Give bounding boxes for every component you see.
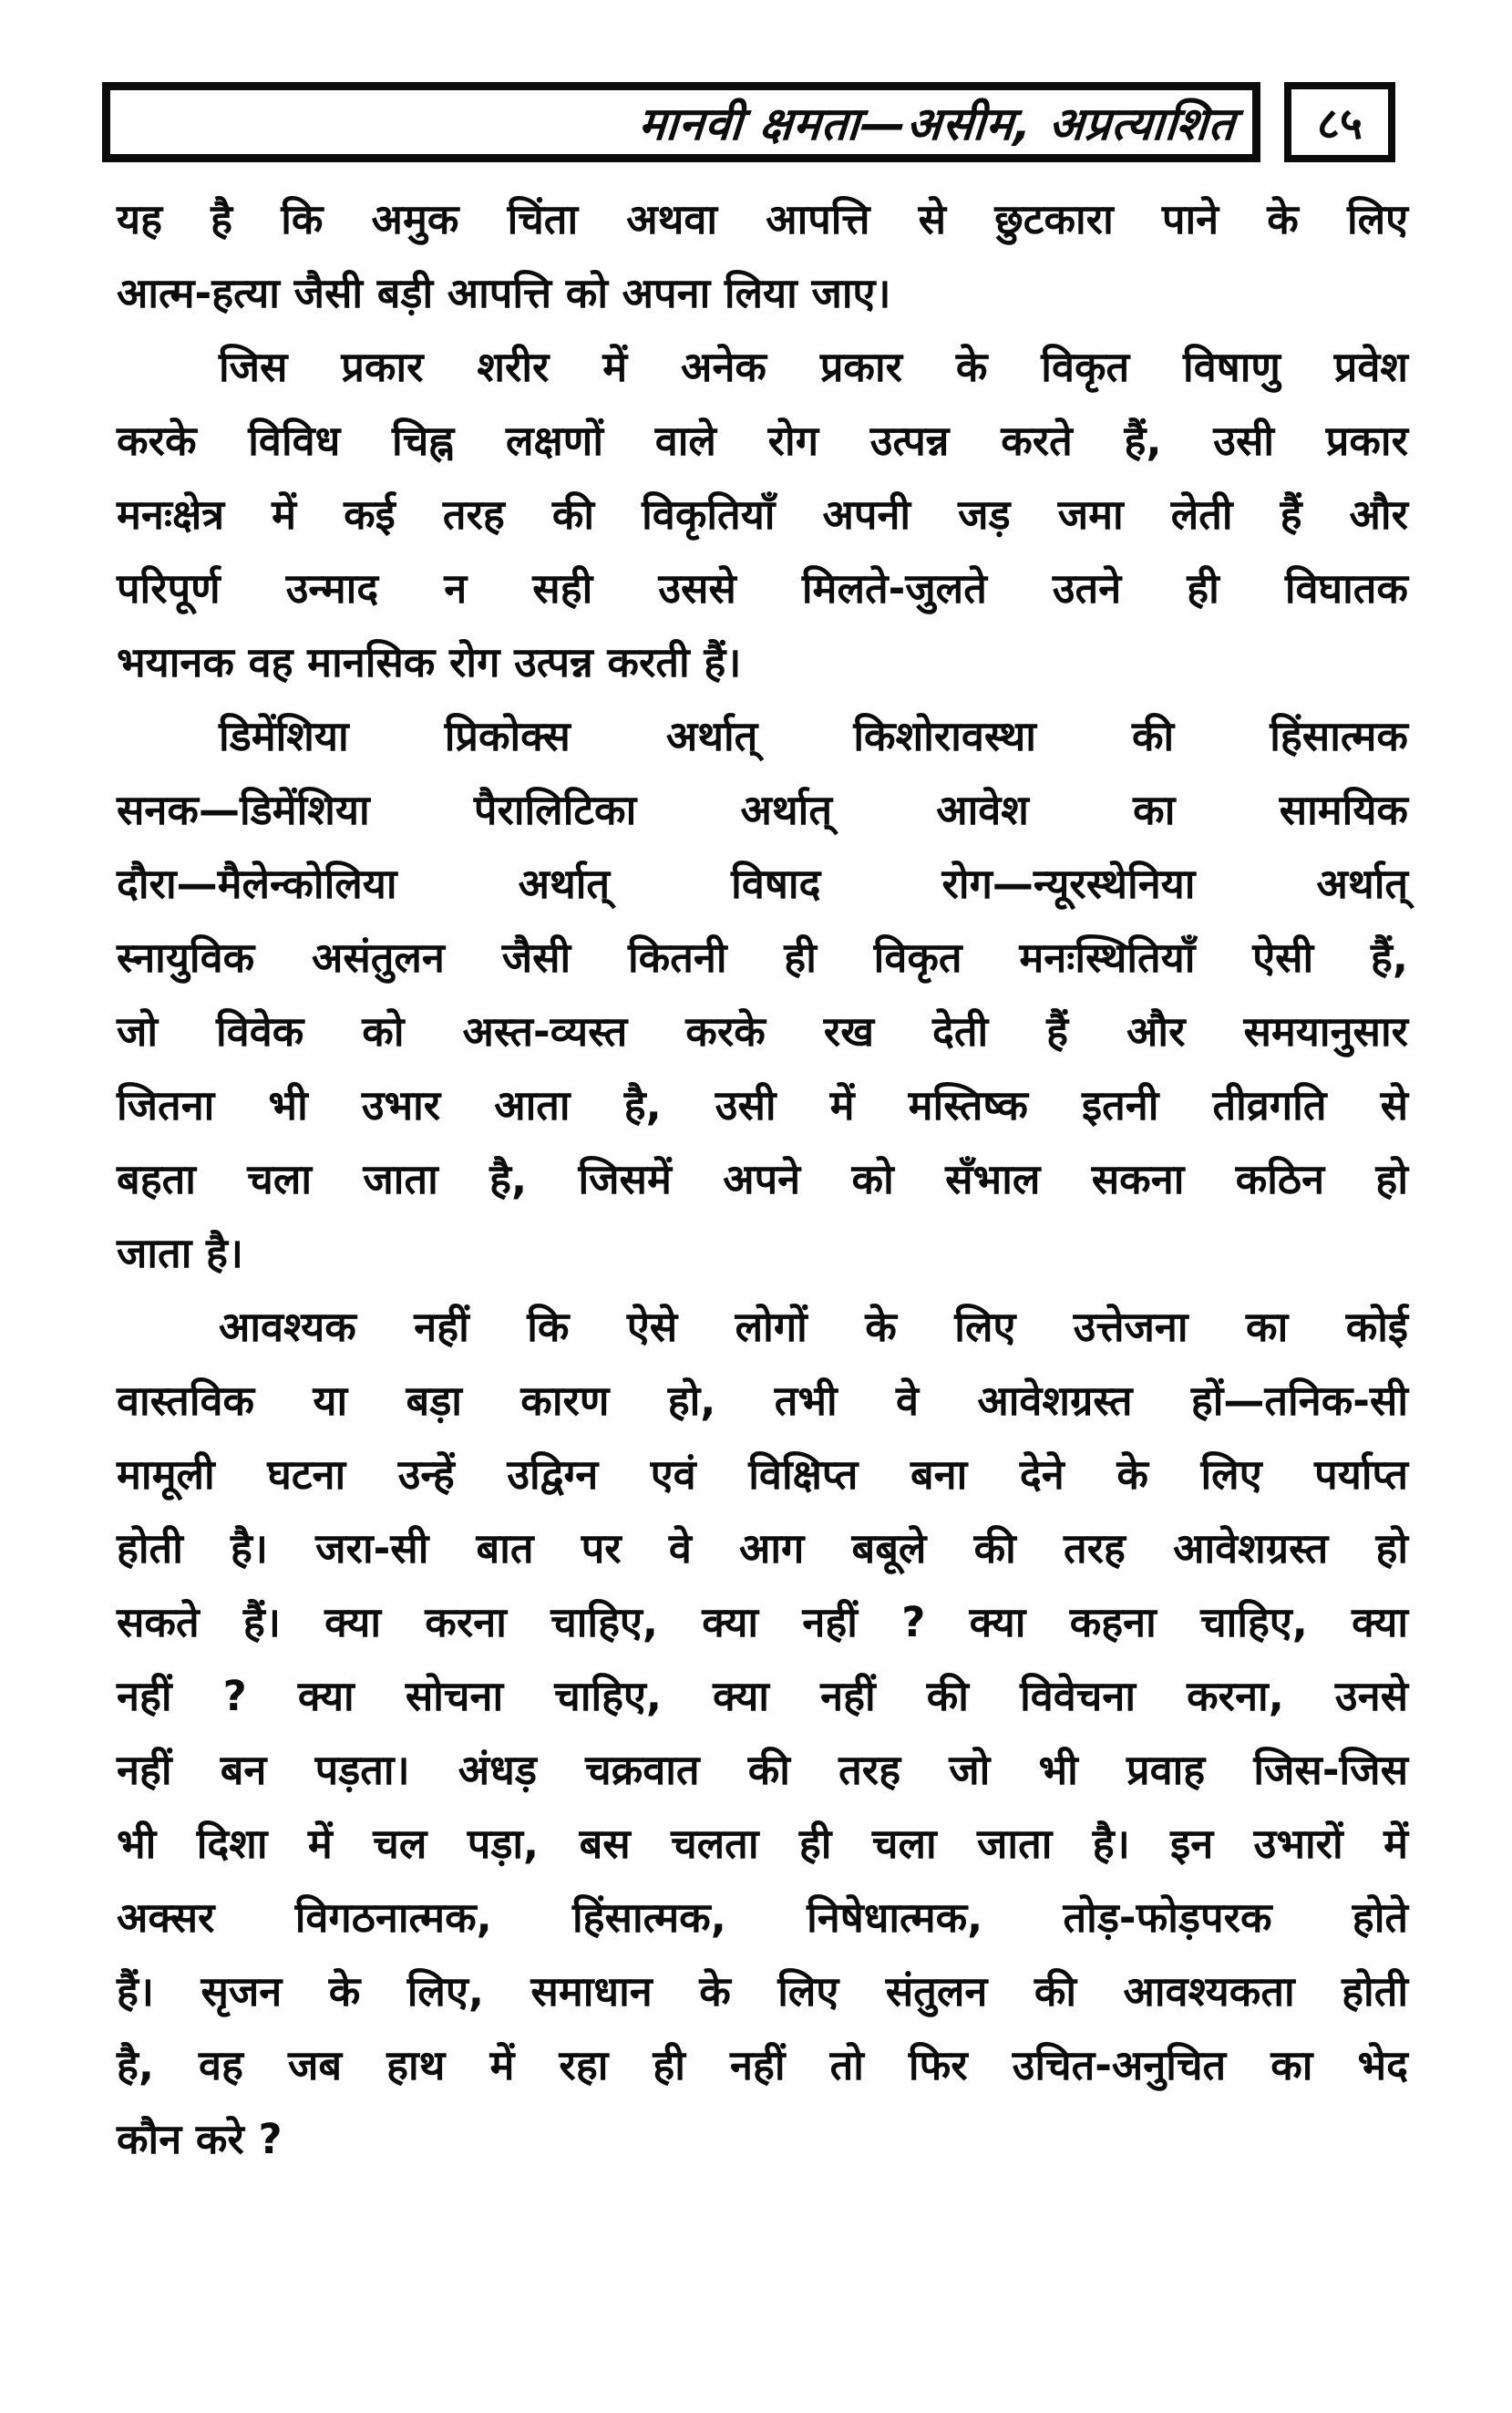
text-line: भी दिशा में चल पड़ा, बस चलता ही चला जाता है। इन उभारों में (117, 1820, 1408, 1868)
text-line: सकते हैं। क्या करना चाहिए, क्या नहीं ? क्या कहना चाहिए, क्या (117, 1598, 1408, 1646)
text-line: वास्तविक या बड़ा कारण हो, तभी वे आवेशग्रस्त हों—तनिक-सी (117, 1377, 1408, 1425)
text-line: भयानक वह मानसिक रोग उत्पन्न करती हैं। (117, 638, 742, 686)
text-line: होती है। जरा-सी बात पर वे आग बबूले की तरह आवेशग्रस्त हो (117, 1524, 1408, 1573)
text-line: डिमेंशिया प्रिकोक्स अर्थात् किशोरावस्था की हिंसात्मक (219, 712, 1408, 760)
page-number-box (1284, 82, 1395, 162)
text-line: अक्सर विगठनात्मक, हिंसात्मक, निषेधात्मक, तोड़-फोड़परक होते (117, 1893, 1408, 1942)
text-line: मामूली घटना उन्हें उद्विग्न एवं विक्षिप्त बना देने के लिए पर्याप्त (117, 1450, 1408, 1499)
running-title: मानवी क्षमता—असीम, अप्रत्याशित (637, 98, 1238, 150)
text-line: मनःक्षेत्र में कई तरह की विकृतियाँ अपनी जड़ जमा लेती हैं और (117, 490, 1408, 539)
page-number: ८५ (1317, 98, 1363, 150)
text-line: दौरा—मैलेन्कोलिया अर्थात् विषाद रोग—न्यूरस्थेनिया अर्थात् (117, 860, 1408, 908)
text-line: कौन करे ? (117, 2115, 283, 2163)
text-line: करके विविध चिह्न लक्षणों वाले रोग उत्पन्न करते हैं, उसी प्रकार (117, 417, 1408, 465)
text-line: जितना भी उभार आता है, उसी में मस्तिष्क इतनी तीव्रगति से (117, 1081, 1408, 1129)
text-line: जिस प्रकार शरीर में अनेक प्रकार के विकृत विषाणु प्रवेश (219, 343, 1408, 391)
text-line: यह है कि अमुक चिंता अथवा आपत्ति से छुटकारा पाने के लिए (117, 195, 1408, 243)
text-line: जाता है। (117, 1229, 243, 1277)
text-line: परिपूर्ण उन्माद न सही उससे मिलते-जुलते उतने ही विघातक (117, 564, 1408, 613)
page-header (0, 0, 1512, 162)
text-line: आत्म-हत्या जैसी बड़ी आपत्ति को अपना लिया जाए। (117, 269, 891, 317)
body-text (117, 182, 1408, 2176)
text-line: नहीं ? क्या सोचना चाहिए, क्या नहीं की विवेचना करना, उनसे (117, 1672, 1408, 1720)
text-line: आवश्यक नहीं कि ऐसे लोगों के लिए उत्तेजना का कोई (219, 1303, 1408, 1351)
text-line: नहीं बन पड़ता। अंधड़ चक्रवात की तरह जो भी प्रवाह जिस-जिस (117, 1746, 1408, 1794)
text-line: सनक—डिमेंशिया पैरालिटिका अर्थात् आवेश का सामयिक (117, 786, 1408, 834)
text-line: है, वह जब हाथ में रहा ही नहीं तो फिर उचित-अनुचित का भेद (117, 2041, 1408, 2089)
text-line: बहता चला जाता है, जिसमें अपने को सँभाल सकना कठिन हो (117, 1155, 1408, 1203)
text-line: स्नायुविक असंतुलन जैसी कितनी ही विकृत मनःस्थितियाँ ऐसी हैं, (117, 933, 1408, 982)
text-line: हैं। सृजन के लिए, समाधान के लिए संतुलन की आवश्यकता होती (117, 1967, 1408, 2016)
text-line: जो विवेक को अस्त-व्यस्त करके रख देती हैं और समयानुसार (117, 1007, 1408, 1056)
running-title-box (102, 82, 1260, 162)
